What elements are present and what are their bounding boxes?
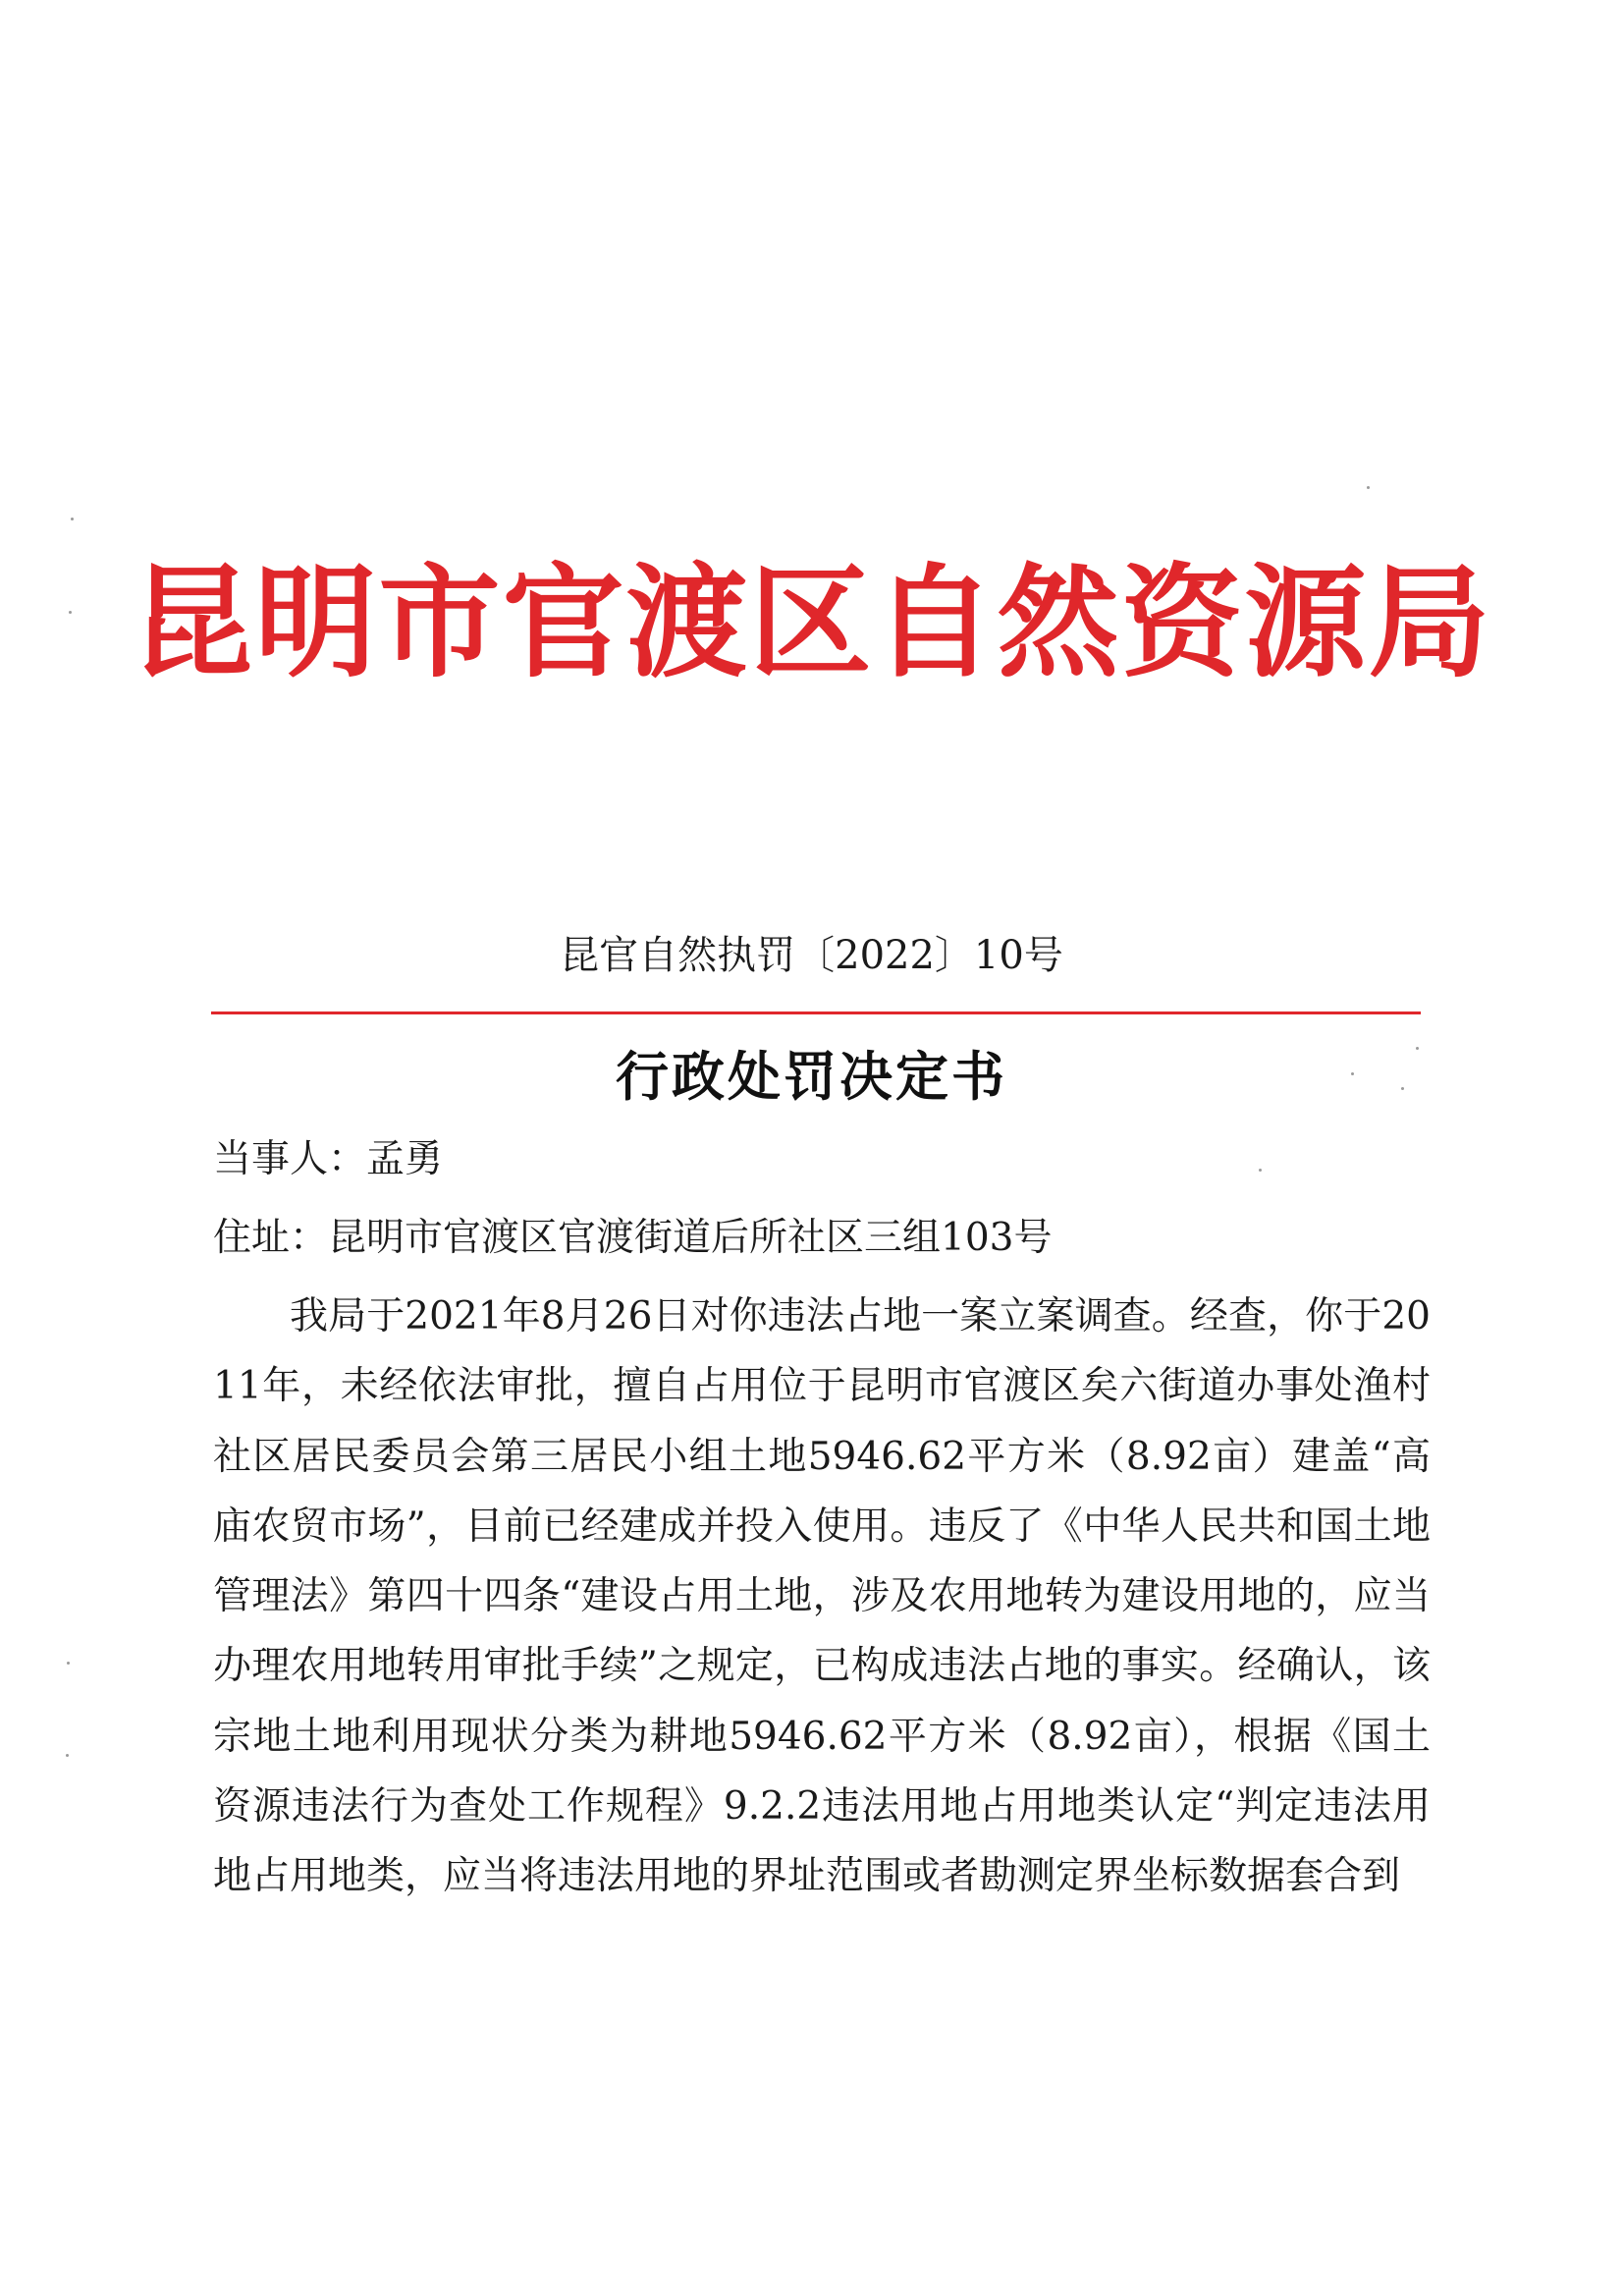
address-label: 住址：	[213, 1216, 329, 1260]
scan-speck	[1401, 1087, 1404, 1090]
scan-speck	[69, 611, 72, 614]
party-line	[213, 1132, 1431, 1187]
scan-speck	[1259, 1169, 1262, 1172]
scan-speck	[71, 518, 74, 520]
scan-speck	[1367, 486, 1370, 489]
address-value: 昆明市官渡区官渡街道后所社区三组103号	[328, 1216, 1053, 1260]
document-number: 昆官自然执罚〔2022〕10号	[560, 933, 1063, 978]
header-divider	[211, 1011, 1421, 1014]
address-line	[213, 1211, 1431, 1266]
party-name: 孟勇	[366, 1137, 444, 1181]
party-label: 当事人：	[213, 1137, 367, 1181]
scan-speck	[1351, 1072, 1354, 1075]
scan-speck	[66, 1754, 69, 1757]
scan-speck	[67, 1662, 70, 1665]
scan-speck	[1416, 1047, 1419, 1050]
document-title: 行政处罚决定书	[616, 1045, 1007, 1108]
body-paragraph: 我局于2021年8月26日对你违法占地一案立案调查。经查，你于2011年，未经依法审批，擅自占用位于昆明市官渡区矣六街道办事处渔村社区居民委员会第三居民小组土地5946.62平方米（8.92亩）建盖“高庙农贸市场”，目前已经建成并投入使用。违反了《中华人民共和国土地管理法》第四十四条“建设占用土地，涉及农用地转为建设用地的，应当办理农用地转用审批手续”之规定，已构成违法占地的事实。经确认，该宗地土地利用现状分类为耕地5946.62平方米（8.92亩），根据《国土资源违法行为查处工作规程》9.2.2违法用地占用地类认定“判定违法用地占用地类，应当将违法用地的界址范围或者勘测定界坐标数据套合到	[213, 1294, 1431, 1899]
agency-header: 昆明市官渡区自然资源局	[131, 552, 1492, 694]
